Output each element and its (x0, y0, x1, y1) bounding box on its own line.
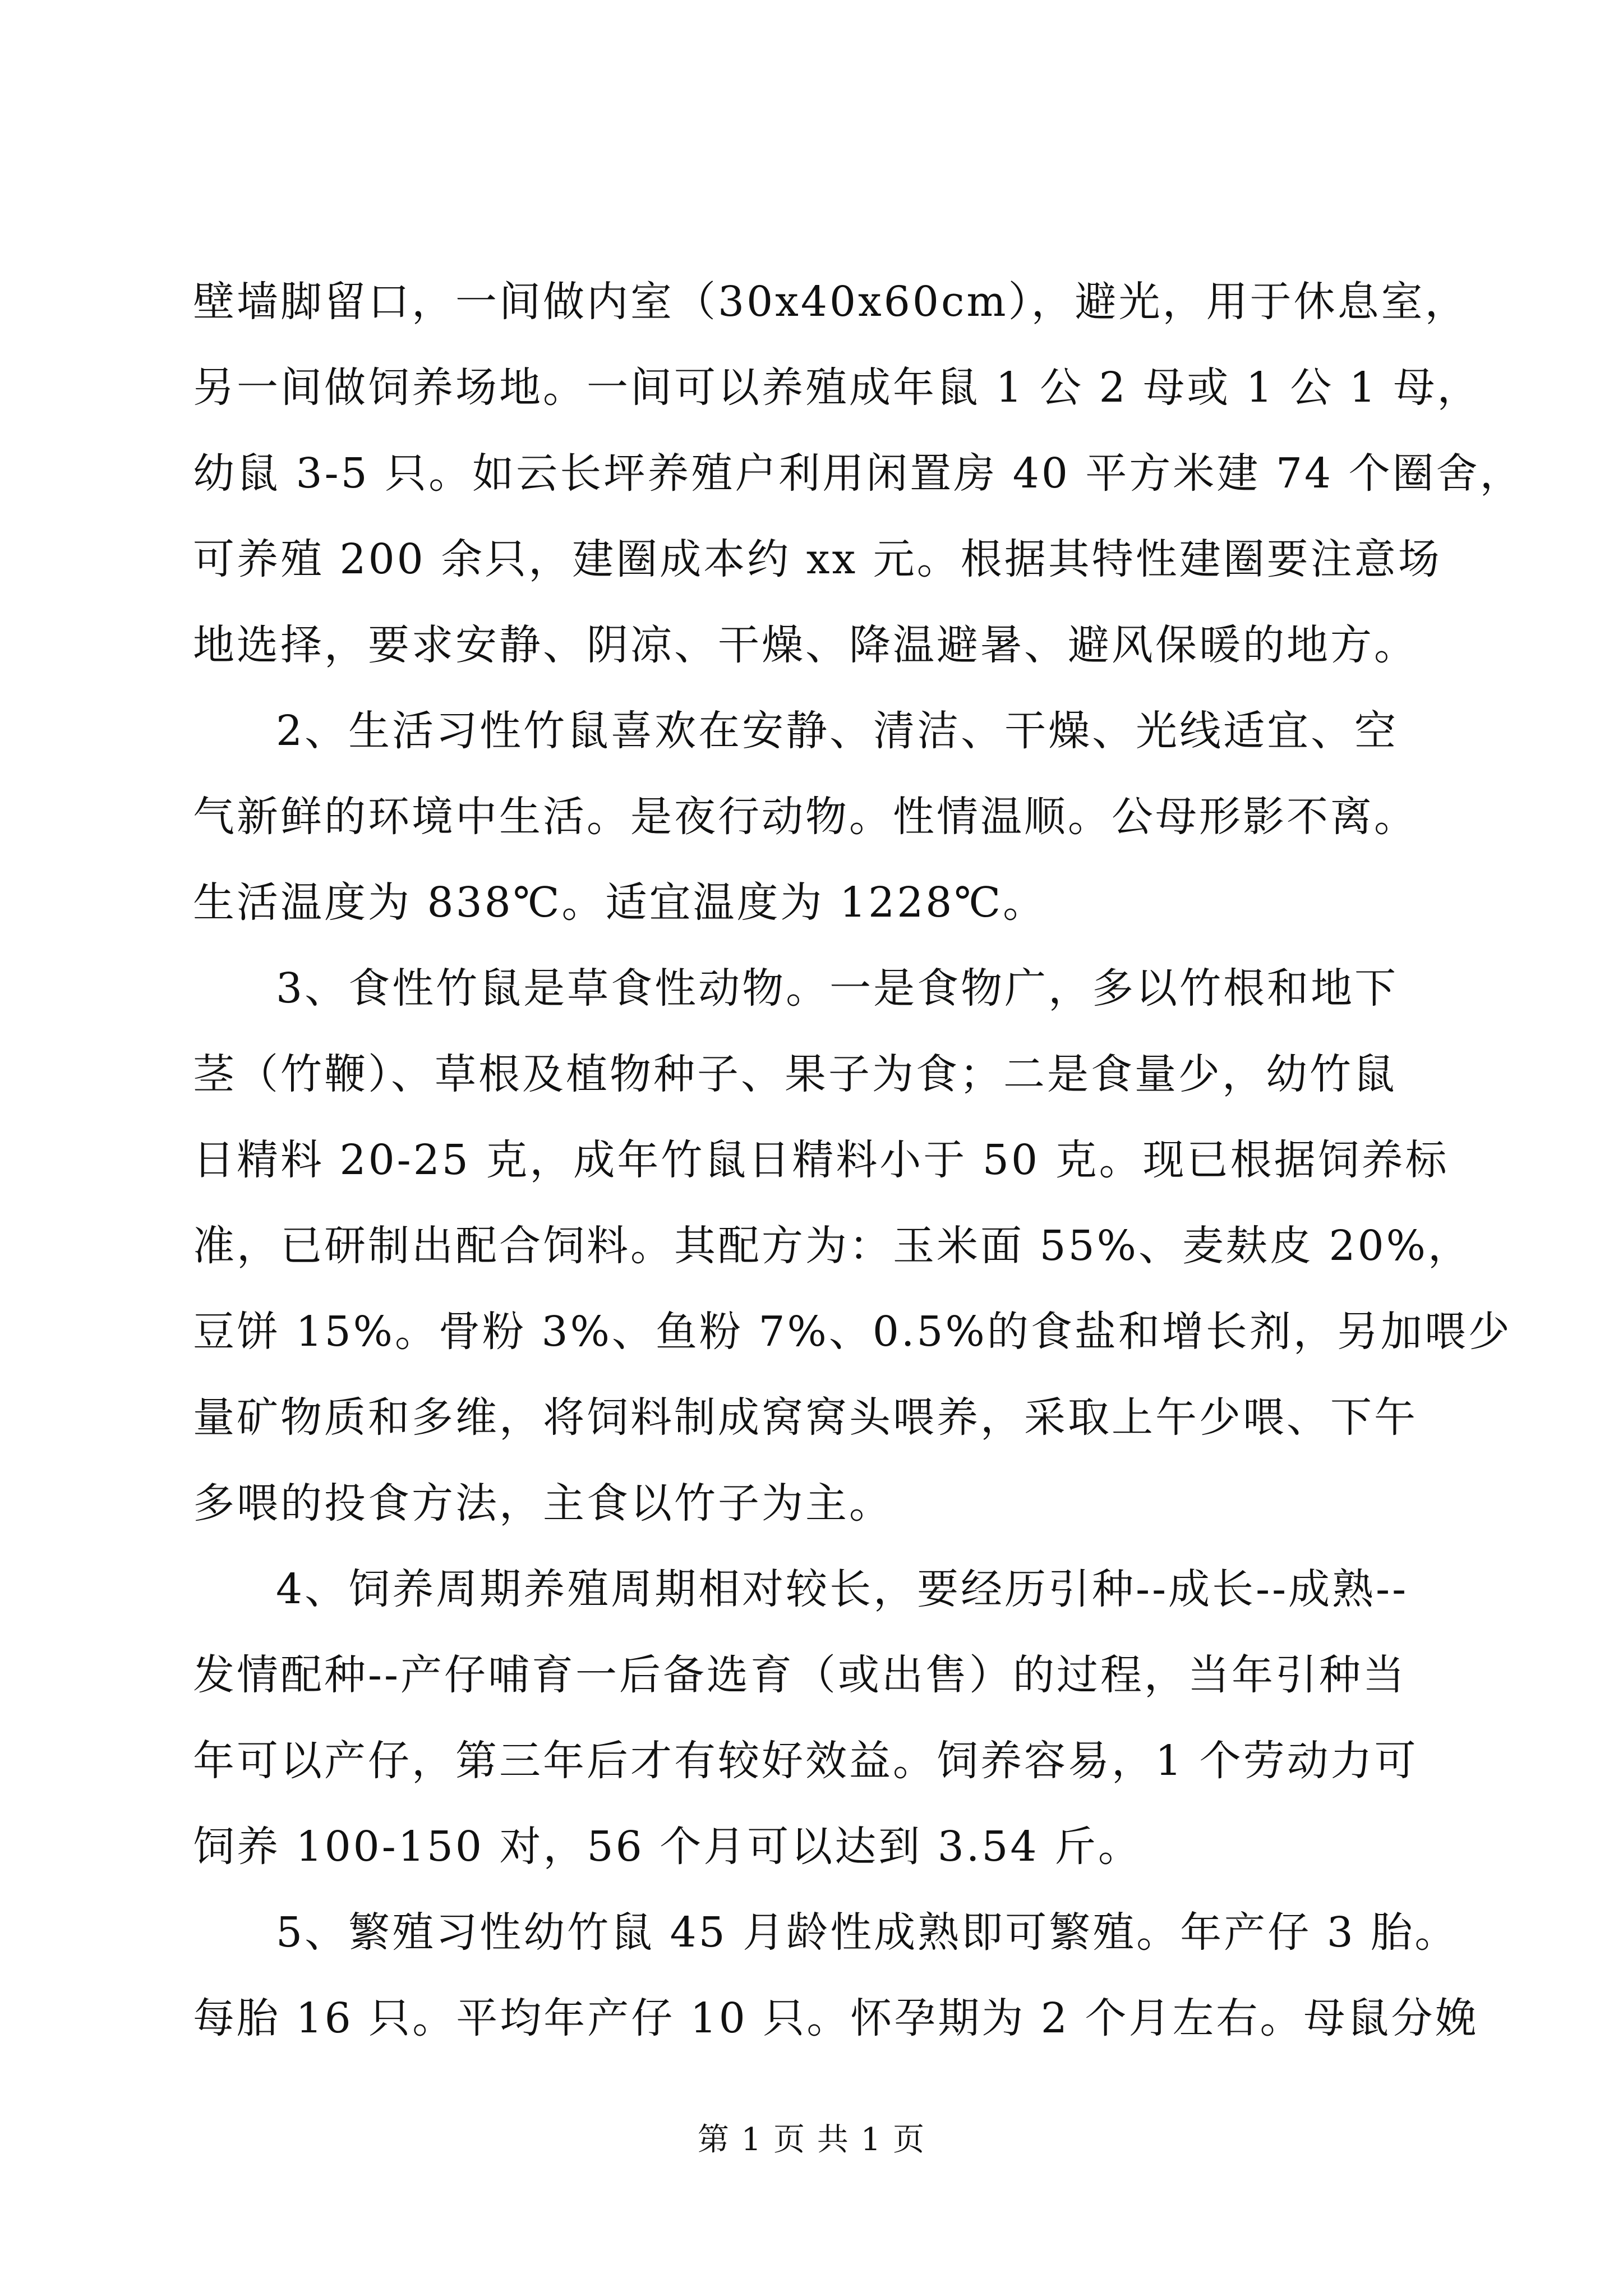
text-line: 壁墙脚留口，一间做内室（30x40x60cm），避光，用于休息室， (193, 278, 1469, 326)
text-line: 年可以产仔，第三年后才有较好效益。饲养容易，1 个劳动力可 (193, 1737, 1418, 1785)
text-line: 量矿物质和多维，将饲料制成窝窝头喂养，采取上午少喂、下午 (193, 1393, 1418, 1442)
paragraph-start-line: 4、饲养周期养殖周期相对较长，要经历引种--成长--成熟-- (276, 1565, 1409, 1613)
text-line: 饲养 100-150 对，56 个月可以达到 3.54 斤。 (193, 1823, 1142, 1871)
text-line: 准，已研制出配合饲料。其配方为：玉米面 55%、麦麸皮 20%， (193, 1222, 1472, 1270)
paragraph-start-line: 5、繁殖习性幼竹鼠 45 月龄性成熟即可繁殖。年产仔 3 胎。 (276, 1908, 1459, 1957)
text-line: 地选择，要求安静、阴凉、干燥、降温避暑、避风保暖的地方。 (193, 621, 1418, 669)
document-body (193, 259, 1524, 2062)
page-footer: 第 1 页 共 1 页 (697, 2122, 926, 2158)
text-line: 日精料 20-25 克，成年竹鼠日精料小于 50 克。现已根据饲养标 (193, 1136, 1449, 1184)
paragraph-start-line: 2、生活习性竹鼠喜欢在安静、清洁、干燥、光线适宜、空 (276, 707, 1399, 755)
text-line: 多喂的投食方法，主食以竹子为主。 (193, 1479, 893, 1527)
text-line: 可养殖 200 余只，建圈成本约 xx 元。根据其特性建圈要注意场 (193, 535, 1442, 583)
text-line: 发情配种--产仔哺育一后备选育（或出售）的过程，当年引种当 (193, 1651, 1407, 1699)
text-line: 气新鲜的环境中生活。是夜行动物。性情温顺。公母形影不离。 (193, 793, 1418, 841)
text-line: 另一间做饲养场地。一间可以养殖成年鼠 1 公 2 母或 1 公 1 母， (193, 364, 1481, 412)
text-line: 豆饼 15%。骨粉 3%、鱼粉 7%、0.5%的食盐和增长剂，另加喂少 (193, 1308, 1512, 1356)
text-line: 每胎 16 只。平均年产仔 10 只。怀孕期为 2 个月左右。母鼠分娩 (193, 1994, 1479, 2042)
text-line: 茎（竹鞭）、草根及植物种子、果子为食；二是食量少，幼竹鼠 (193, 1050, 1397, 1098)
text-line: 幼鼠 3-5 只。如云长坪养殖户利用闲置房 40 平方米建 74 个圈舍， (193, 449, 1524, 498)
text-line: 生活温度为 838℃。适宜温度为 1228℃。 (193, 878, 1047, 927)
paragraph-start-line: 3、食性竹鼠是草食性动物。一是食物广，多以竹根和地下 (276, 964, 1399, 1013)
